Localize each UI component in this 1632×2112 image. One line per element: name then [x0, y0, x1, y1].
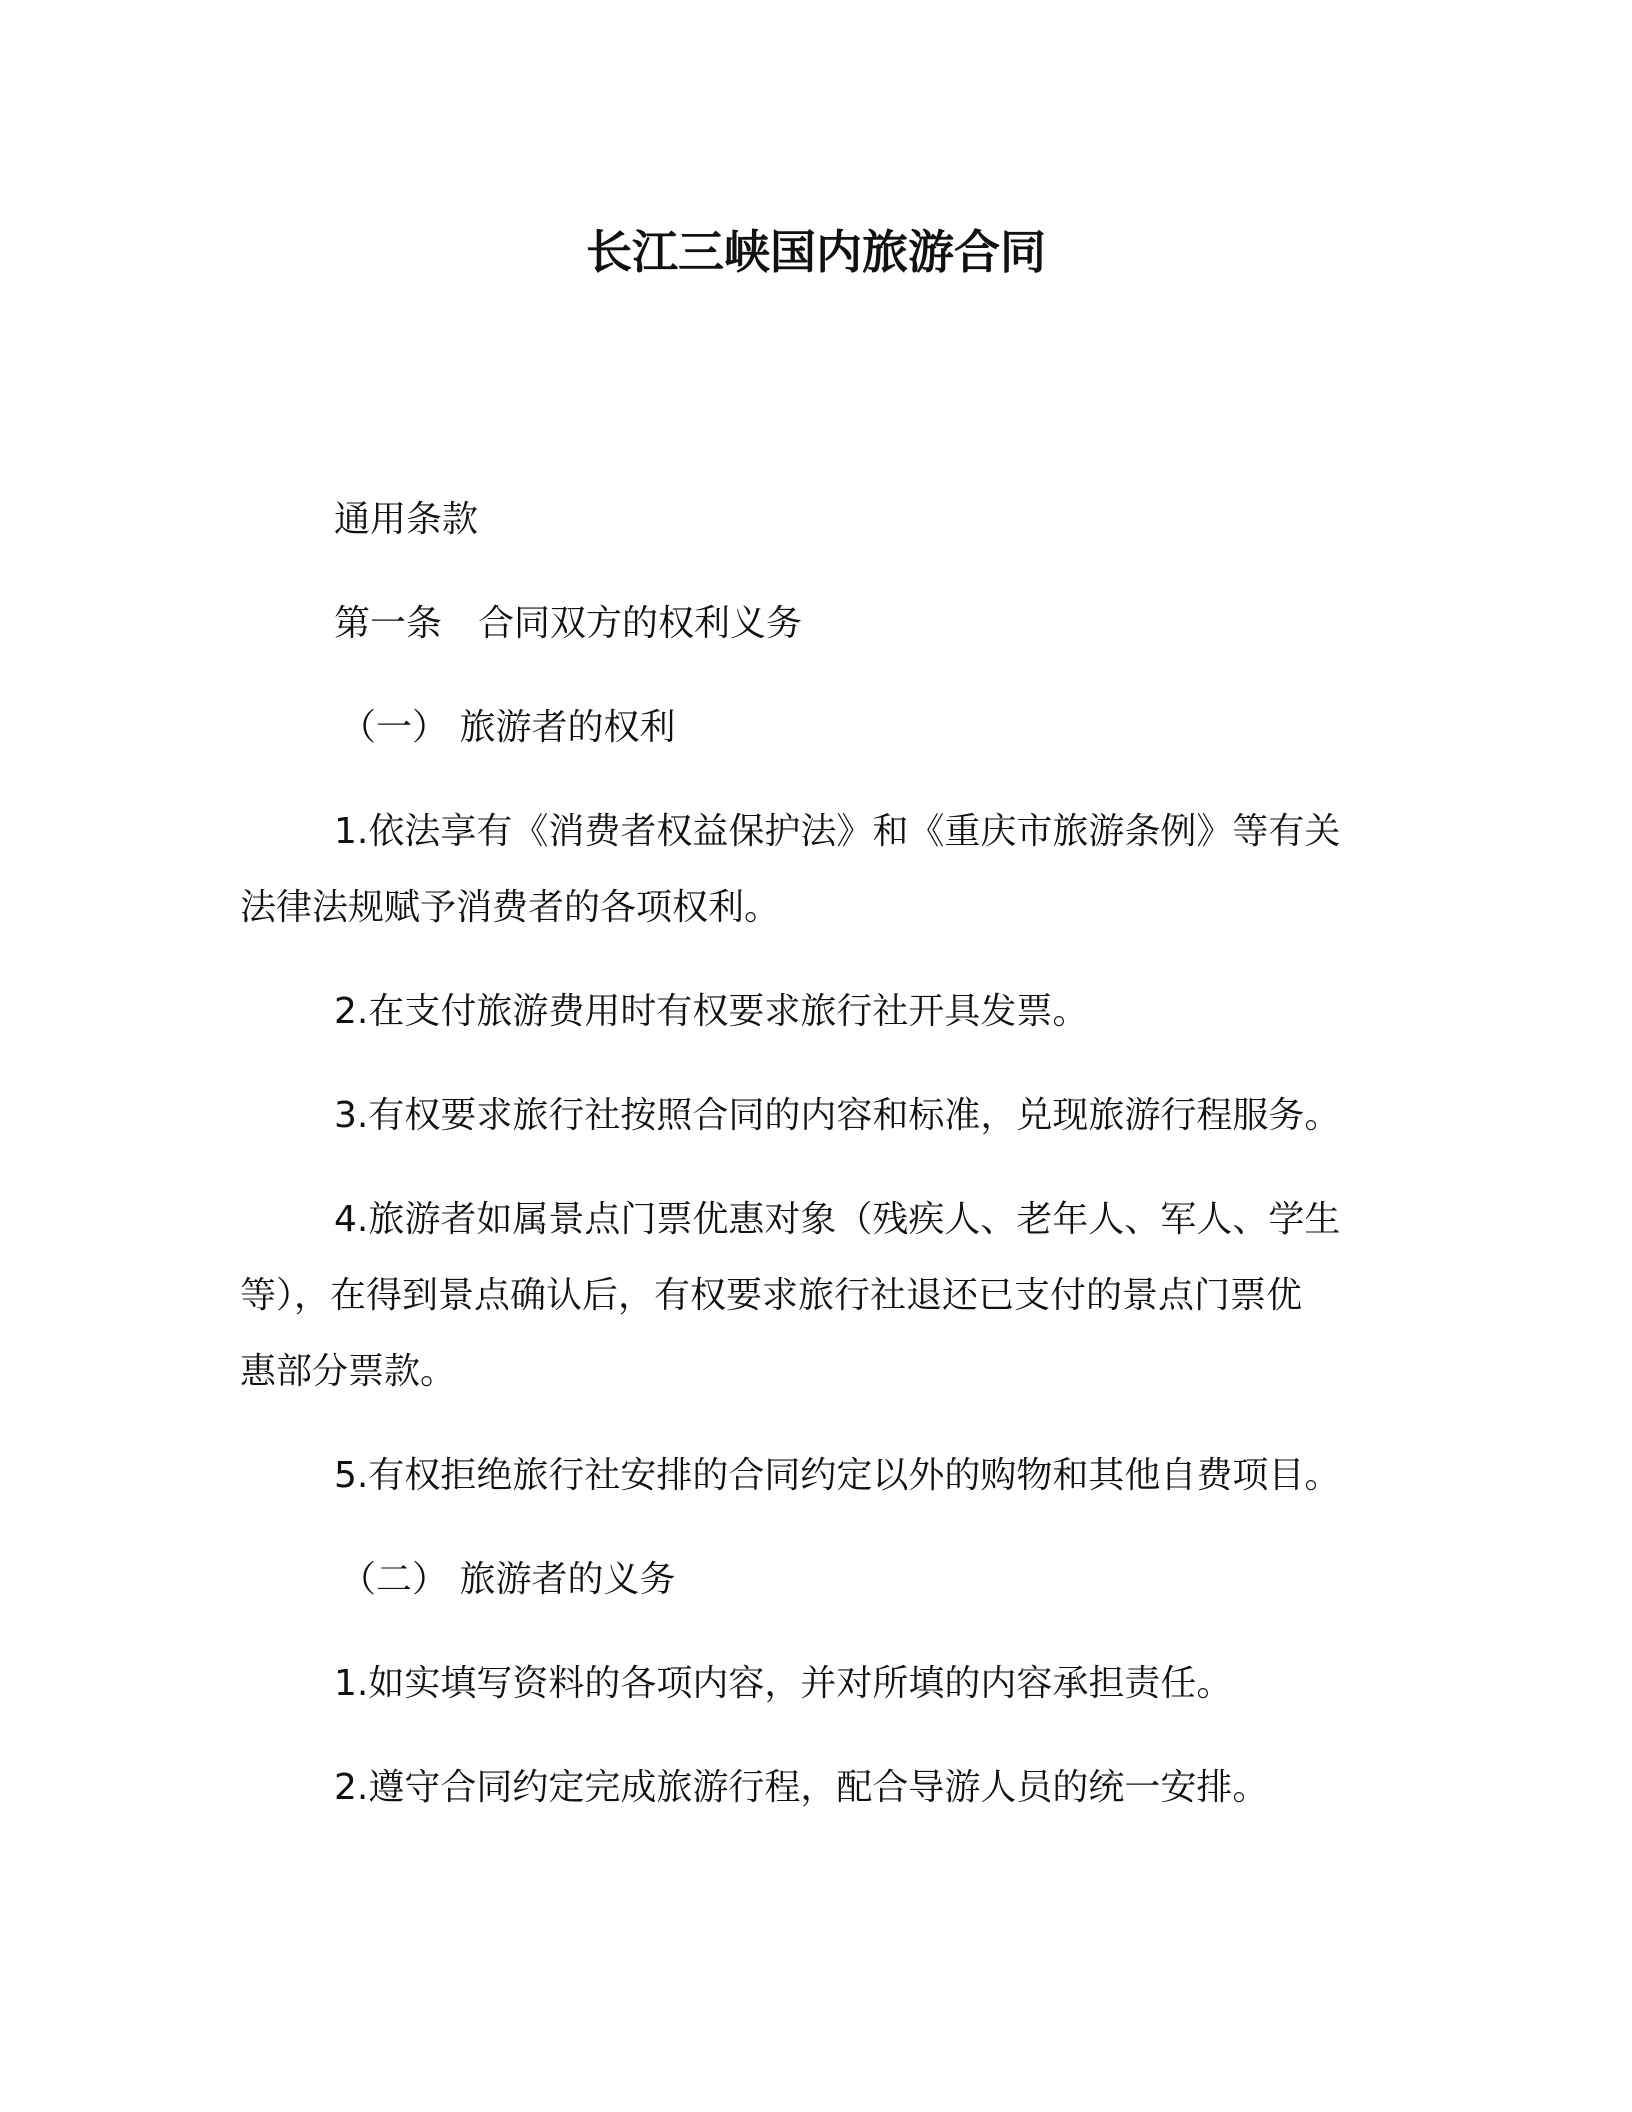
subsection-heading-duties: （二） 旅游者的义务 [340, 1559, 676, 1600]
rights-item-3: 3.有权要求旅行社按照合同的内容和标准，兑现旅游行程服务。 [334, 1095, 1341, 1136]
subsection-heading-rights: （一） 旅游者的权利 [340, 707, 676, 748]
article-heading: 第一条 合同双方的权利义务 [334, 603, 803, 644]
rights-item-4-line-3: 惠部分票款。 [240, 1351, 457, 1392]
duties-item-1: 1.如实填写资料的各项内容，并对所填的内容承担责任。 [334, 1663, 1233, 1704]
section-heading: 通用条款 [334, 499, 479, 540]
rights-item-4-line-2: 等），在得到景点确认后，有权要求旅行社退还已支付的景点门票优 [240, 1275, 1303, 1316]
duties-item-2: 2.遵守合同约定完成旅游行程，配合导游人员的统一安排。 [334, 1767, 1269, 1808]
rights-item-1-line-2: 法律法规赋予消费者的各项权利。 [240, 887, 781, 928]
rights-item-4-line-1: 4.旅游者如属景点门票优惠对象（残疾人、老年人、军人、学生 [334, 1199, 1341, 1240]
rights-item-1-line-1: 1.依法享有《消费者权益保护法》和《重庆市旅游条例》等有关 [334, 811, 1341, 852]
rights-item-2: 2.在支付旅游费用时有权要求旅行社开具发票。 [334, 991, 1089, 1032]
document-title: 长江三峡国内旅游合同 [586, 225, 1046, 279]
rights-item-5: 5.有权拒绝旅行社安排的合同约定以外的购物和其他自费项目。 [334, 1455, 1341, 1496]
